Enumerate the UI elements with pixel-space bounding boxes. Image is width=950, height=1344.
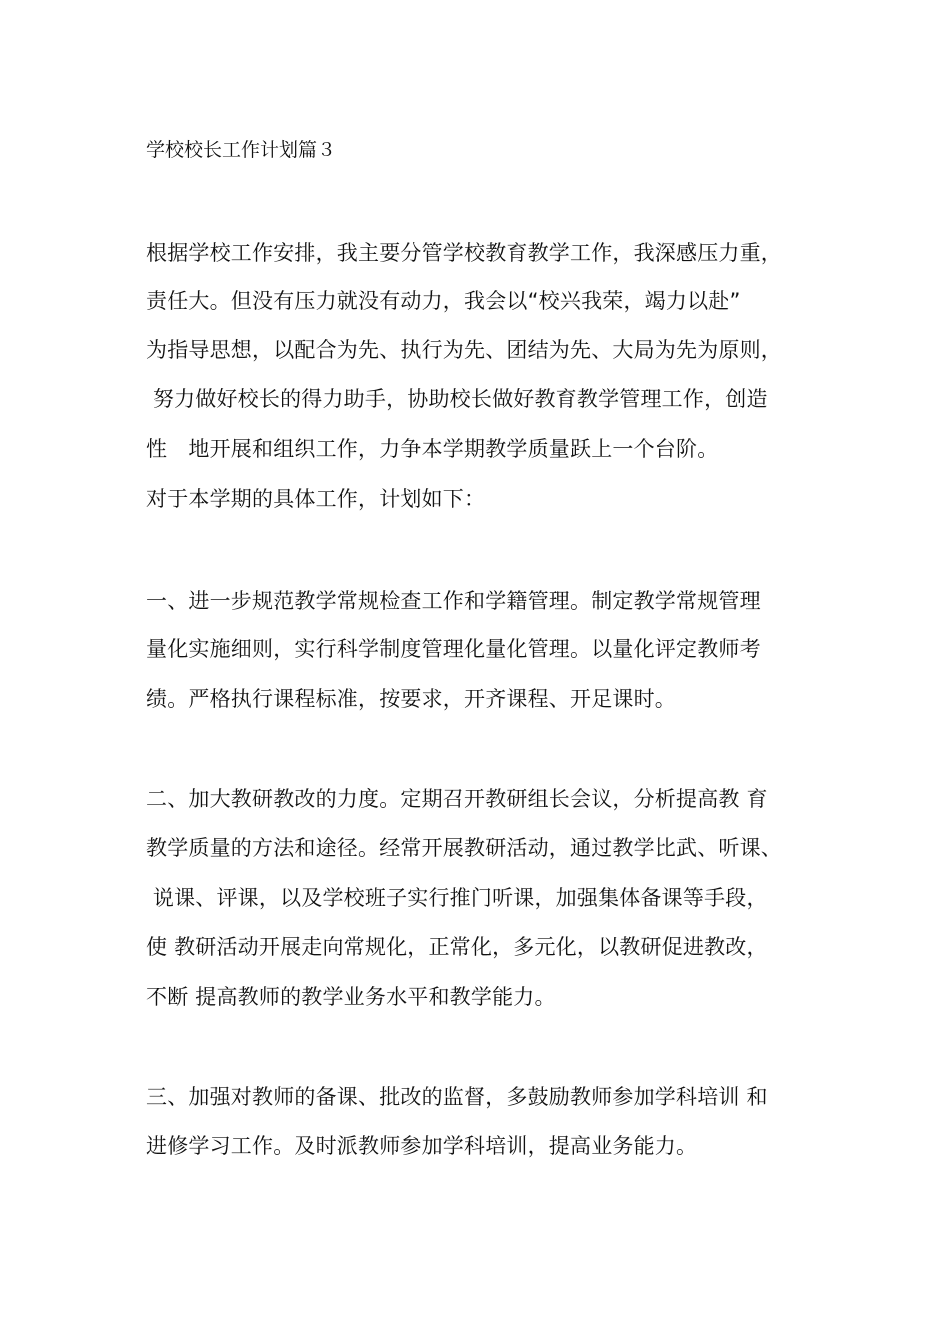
item2-line-4: 使 教研活动开展走向常规化，正常化，多元化，以教研促进教改，: [146, 935, 768, 959]
document-title: 学校校长工作计划篇３: [146, 139, 337, 161]
item3-line-2: 进修学习工作。及时派教师参加学科培训，提高业务能力。: [146, 1134, 698, 1158]
item1-line-1: 一、进一步规范教学常规检查工作和学籍管理。制定教学常规管理: [146, 589, 761, 613]
intro-line-2: 责任大。但没有压力就没有动力，我会以“校兴我荣，竭力以赴”: [146, 289, 741, 313]
item2-line-1: 二、加大教研教改的力度。定期召开教研组长会议，分析提高教 育: [146, 787, 768, 811]
intro-line-1: 根据学校工作安排，我主要分管学校教育教学工作，我深感压力重，: [146, 241, 782, 265]
intro-line-6: 对于本学期的具体工作，计划如下：: [146, 487, 486, 511]
intro-line-3: 为指导思想，以配合为先、执行为先、团结为先、大局为先为原则，: [146, 338, 782, 362]
item1-line-2: 量化实施细则，实行科学制度管理化量化管理。以量化评定教师考: [146, 637, 761, 661]
item2-line-2: 教学质量的方法和途径。经常开展教研活动，通过教学比武、听课、: [146, 836, 782, 860]
item3-line-1: 三、加强对教师的备课、批改的监督，多鼓励教师参加学科培训 和: [146, 1085, 768, 1109]
intro-line-5: 性 地开展和组织工作，力争本学期教学质量跃上一个台阶。: [146, 437, 719, 461]
item1-line-3: 绩。严格执行课程标准，按要求，开齐课程、开足课时。: [146, 687, 676, 711]
item2-line-5: 不断 提高教师的教学业务水平和教学能力。: [146, 985, 556, 1009]
intro-line-4: 努力做好校长的得力助手，协助校长做好教育教学管理工作，创造: [146, 387, 768, 411]
item2-line-3: 说课、评课，以及学校班子实行推门听课，加强集体备课等手段，: [146, 886, 768, 910]
